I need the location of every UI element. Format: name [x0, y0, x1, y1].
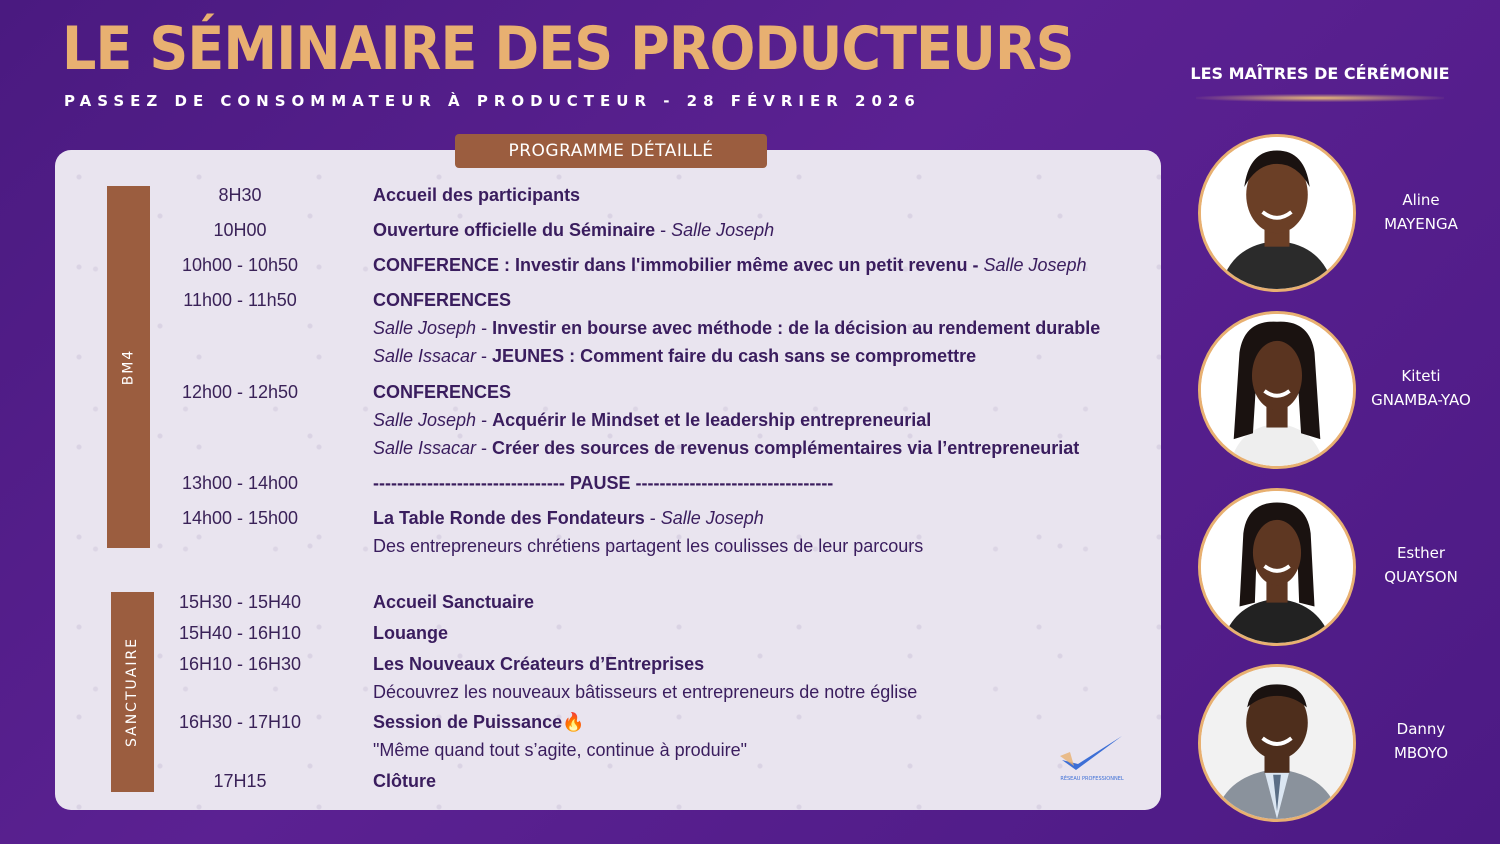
room-name: Salle Issacar — [373, 346, 477, 366]
event-subtitle: PASSEZ DE CONSOMMATEUR À PRODUCTEUR - 28 FÉVRIER 2026 — [64, 92, 921, 110]
avatar — [1198, 664, 1356, 822]
room-name: Salle Joseph — [660, 508, 764, 528]
mc-first-name: Esther — [1396, 544, 1446, 562]
schedule-time: 13h00 - 14h00 — [181, 473, 299, 493]
session-topic: Investir en bourse avec méthode : de la décision au rendement durable — [492, 318, 1101, 338]
activity-title: Les Nouveaux Créateurs d’Entreprises — [373, 654, 705, 674]
mc-last-name: MBOYO — [1393, 744, 1449, 762]
separator: - — [476, 438, 493, 458]
session-line — [373, 410, 931, 431]
room-name: Salle Issacar — [373, 438, 477, 458]
pause-line: -------------------------------- PAUSE --------------------------------- — [373, 473, 834, 493]
room-name: Salle Joseph — [373, 410, 477, 430]
session-line — [373, 438, 1079, 459]
activity-description: "Même quand tout s’agite, continue à produire" — [373, 740, 748, 760]
activity-line — [373, 508, 764, 529]
session-topic: Créer des sources de revenus complémentaires via l’entrepreneuriat — [492, 438, 1080, 458]
schedule-time: 14h00 - 15h00 — [181, 508, 299, 528]
section-bm4 — [107, 186, 150, 548]
mc-last-name: MAYENGA — [1384, 215, 1458, 233]
session-topic: JEUNES : Comment faire du cash sans se compromettre — [492, 346, 977, 366]
schedule-time: 16H10 - 16H30 — [178, 654, 302, 674]
mc-last-name: GNAMBA-YAO — [1371, 391, 1471, 409]
mc-first-name: Aline — [1402, 191, 1440, 209]
avatar — [1198, 311, 1356, 469]
room-name: Salle Joseph — [373, 318, 477, 338]
schedule-time: 11h00 - 11h50 — [183, 290, 297, 310]
schedule-time: 16H30 - 17H10 — [178, 712, 302, 732]
activity-title: Session de Puissance — [373, 712, 563, 732]
schedule-time: 12h00 - 12h50 — [181, 382, 299, 402]
activity-description: Des entrepreneurs chrétiens partagent les coulisses de leur parcours — [373, 536, 924, 556]
fire-icon: 🔥 — [562, 712, 585, 732]
mc-last-name: QUAYSON — [1384, 568, 1458, 586]
mc-name — [1362, 364, 1480, 412]
schedule-time: 15H30 - 15H40 — [178, 592, 302, 612]
mc-name — [1362, 541, 1480, 589]
activity-description: Découvrez les nouveaux bâtisseurs et entrepreneurs de notre église — [373, 682, 918, 702]
separator: - — [476, 318, 493, 338]
section-sanctuaire-label: SANCTUAIRE — [124, 636, 141, 748]
activity-line — [373, 220, 774, 241]
activity-title: Ouverture officielle du Séminaire — [373, 220, 656, 240]
separator: - — [655, 220, 672, 240]
separator: - — [476, 410, 493, 430]
activity-title: Clôture — [373, 771, 436, 791]
activity-title: Accueil des participants — [373, 185, 581, 205]
schedule-time: 17H15 — [213, 771, 267, 791]
session-line — [373, 346, 976, 367]
mc-name — [1362, 188, 1480, 236]
separator: - — [476, 346, 493, 366]
mc-section-title: LES MAÎTRES DE CÉRÉMONIE — [1190, 64, 1450, 83]
program-label: PROGRAMME DÉTAILLÉ — [455, 134, 767, 168]
logo-text: RÉSEAU PROFESSIONNEL — [1060, 776, 1124, 782]
avatar — [1198, 134, 1356, 292]
mc-name — [1362, 717, 1480, 765]
separator: - — [644, 508, 661, 528]
session-topic: Acquérir le Mindset et le leadership entrepreneurial — [492, 410, 932, 430]
sparkle-divider — [1196, 94, 1444, 102]
activity-title: La Table Ronde des Fondateurs — [373, 508, 645, 528]
activity-line — [373, 712, 585, 733]
event-title: LE SÉMINAIRE DES PRODUCTEURS — [62, 14, 1074, 84]
activity-title: CONFERENCE : Investir dans l'immobilier même avec un petit revenu — [373, 255, 968, 275]
mc-first-name: Kiteti — [1401, 367, 1441, 385]
schedule-time: 10h00 - 10h50 — [181, 255, 299, 275]
schedule-time: 10H00 — [213, 220, 267, 240]
room-name: Salle Joseph — [983, 255, 1087, 275]
separator: - — [967, 255, 984, 275]
activity-title: CONFERENCES — [373, 382, 512, 402]
activity-title: Louange — [373, 623, 448, 643]
schedule-time: 15H40 - 16H10 — [178, 623, 302, 643]
section-bm4-label: BM4 — [120, 348, 137, 386]
activity-title: CONFERENCES — [373, 290, 512, 310]
activity-line — [373, 255, 1087, 276]
section-sanctuaire — [111, 592, 154, 792]
room-name: Salle Joseph — [671, 220, 775, 240]
avatar — [1198, 488, 1356, 646]
schedule-time: 8H30 — [218, 185, 262, 205]
session-line — [373, 318, 1100, 339]
reseau-logo — [1052, 730, 1132, 782]
activity-title: Accueil Sanctuaire — [373, 592, 535, 612]
mc-first-name: Danny — [1396, 720, 1446, 738]
